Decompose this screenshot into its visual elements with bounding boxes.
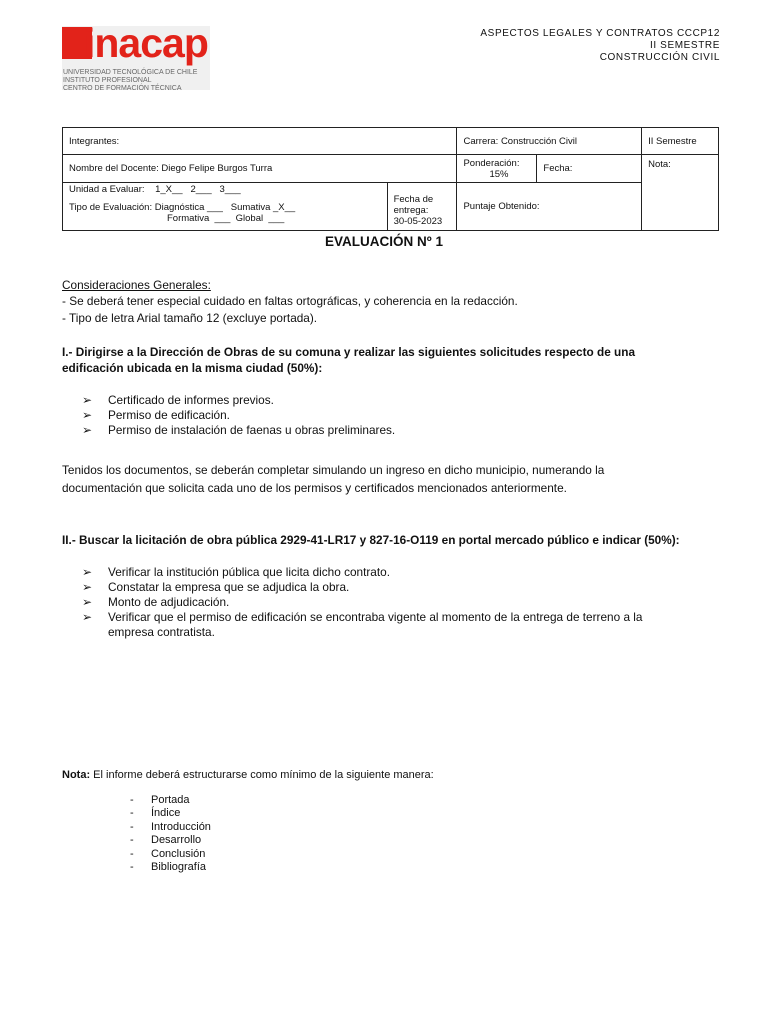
note-item-2: Índice — [151, 807, 181, 819]
cell-carrera: Carrera: Construcción Civil — [457, 128, 642, 155]
logo-line-3: CENTRO DE FORMACIÓN TÉCNICA — [63, 85, 182, 92]
arrowhead-bullet-icon: ➢ — [82, 595, 92, 609]
section1-bullet-3: Permiso de instalación de faenas u obras preliminares. — [108, 423, 396, 437]
logo-line-1: UNIVERSIDAD TECNOLÓGICA DE CHILE — [63, 69, 198, 76]
note-line — [62, 769, 434, 781]
cell-unidad-tipo — [63, 183, 388, 231]
fecha-entrega-value: 30-05-2023 — [393, 216, 443, 227]
logo-brand: inacap — [84, 20, 208, 66]
arrowhead-bullet-icon: ➢ — [82, 393, 92, 407]
cell-docente: Nombre del Docente: Diego Felipe Burgos Turra — [63, 155, 457, 183]
dash-icon: - — [130, 794, 134, 806]
dash-icon: - — [130, 821, 134, 833]
dash-icon: - — [130, 848, 134, 860]
section1-bullet-2: Permiso de edificación. — [108, 408, 230, 422]
section2-heading: II.- Buscar la licitación de obra pública 2929-41-LR17 y 827-16-O119 en portal mercado público e indicar (50%): — [62, 533, 680, 547]
header-course: ASPECTOS LEGALES Y CONTRATOS CCCP12 — [480, 28, 720, 39]
section2-bullet-3: Monto de adjudicación. — [108, 595, 230, 609]
considerations-item-2: - Tipo de letra Arial tamaño 12 (excluye portada). — [62, 311, 318, 325]
arrowhead-bullet-icon: ➢ — [82, 423, 92, 437]
page-title: EVALUACIÓN Nº 1 — [325, 234, 443, 249]
section1-para-line2: documentación que solicita cada uno de los permisos y certificados mencionados anteriormente. — [62, 481, 567, 495]
note-item-5: Conclusión — [151, 848, 206, 860]
header-career: CONSTRUCCIÓN CIVIL — [599, 52, 720, 63]
note-label: Nota: — [62, 769, 91, 781]
considerations-item-1: - Se deberá tener especial cuidado en faltas ortográficas, y coherencia en la redacción. — [62, 294, 518, 308]
arrowhead-bullet-icon: ➢ — [82, 408, 92, 422]
dash-icon: - — [130, 807, 134, 819]
arrowhead-bullet-icon: ➢ — [82, 610, 92, 624]
unidad-line: Unidad a Evaluar: 1_X__ 2___ 3___ — [69, 184, 241, 195]
inacap-logo — [62, 20, 210, 92]
header-semester: II SEMESTRE — [650, 40, 720, 51]
cell-integrantes: Integrantes: — [63, 128, 457, 155]
note-item-4: Desarrollo — [151, 834, 202, 846]
cell-fecha: Fecha: — [537, 155, 642, 183]
section1-heading-line1: I.- Dirigirse a la Dirección de Obras de su comuna y realizar las siguientes solicitudes respecto de una — [62, 345, 636, 359]
considerations-heading: Consideraciones Generales: — [62, 278, 211, 292]
note-text: El informe deberá estructurarse como mínimo de la siguiente manera: — [90, 769, 434, 781]
section1-bullet-1: Certificado de informes previos. — [108, 393, 274, 407]
tipo-line-1: Tipo de Evaluación: Diagnóstica ___ Sumativa _X__ — [69, 202, 296, 213]
cell-ponderacion — [457, 155, 537, 183]
tipo-line-2: Formativa ___ Global ___ — [167, 213, 285, 224]
section2-bullet-2: Constatar la empresa que se adjudica la obra. — [108, 580, 350, 594]
section2-bullet-4: Verificar que el permiso de edificación se encontraba vigente al momento de la entrega de terreno a la — [108, 610, 643, 624]
arrowhead-bullet-icon: ➢ — [82, 580, 92, 594]
note-item-3: Introducción — [151, 821, 211, 833]
note-item-6: Bibliografía — [151, 861, 207, 873]
ponderacion-label: Ponderación: — [463, 157, 520, 169]
section1-heading-line2: edificación ubicada en la misma ciudad (50%): — [62, 361, 323, 375]
cell-puntaje: Puntaje Obtenido: — [457, 183, 642, 231]
cell-semestre: II Semestre — [642, 128, 719, 155]
note-item-1: Portada — [151, 794, 190, 806]
dash-icon: - — [130, 861, 134, 873]
info-table — [62, 127, 719, 231]
section1-para-line1: Tenidos los documentos, se deberán completar simulando un ingreso en dicho municipio, numerando la — [62, 463, 605, 477]
cell-fecha-entrega — [387, 183, 457, 231]
section2-bullet-4-cont: empresa contratista. — [108, 625, 215, 639]
ponderacion-value: 15% — [489, 168, 509, 180]
logo-line-2: INSTITUTO PROFESIONAL — [63, 77, 152, 84]
section2-bullet-1: Verificar la institución pública que licita dicho contrato. — [108, 565, 390, 579]
cell-nota: Nota: — [642, 155, 719, 231]
arrowhead-bullet-icon: ➢ — [82, 565, 92, 579]
fecha-entrega-label: Fecha de entrega: — [393, 194, 434, 216]
dash-icon: - — [130, 834, 134, 846]
